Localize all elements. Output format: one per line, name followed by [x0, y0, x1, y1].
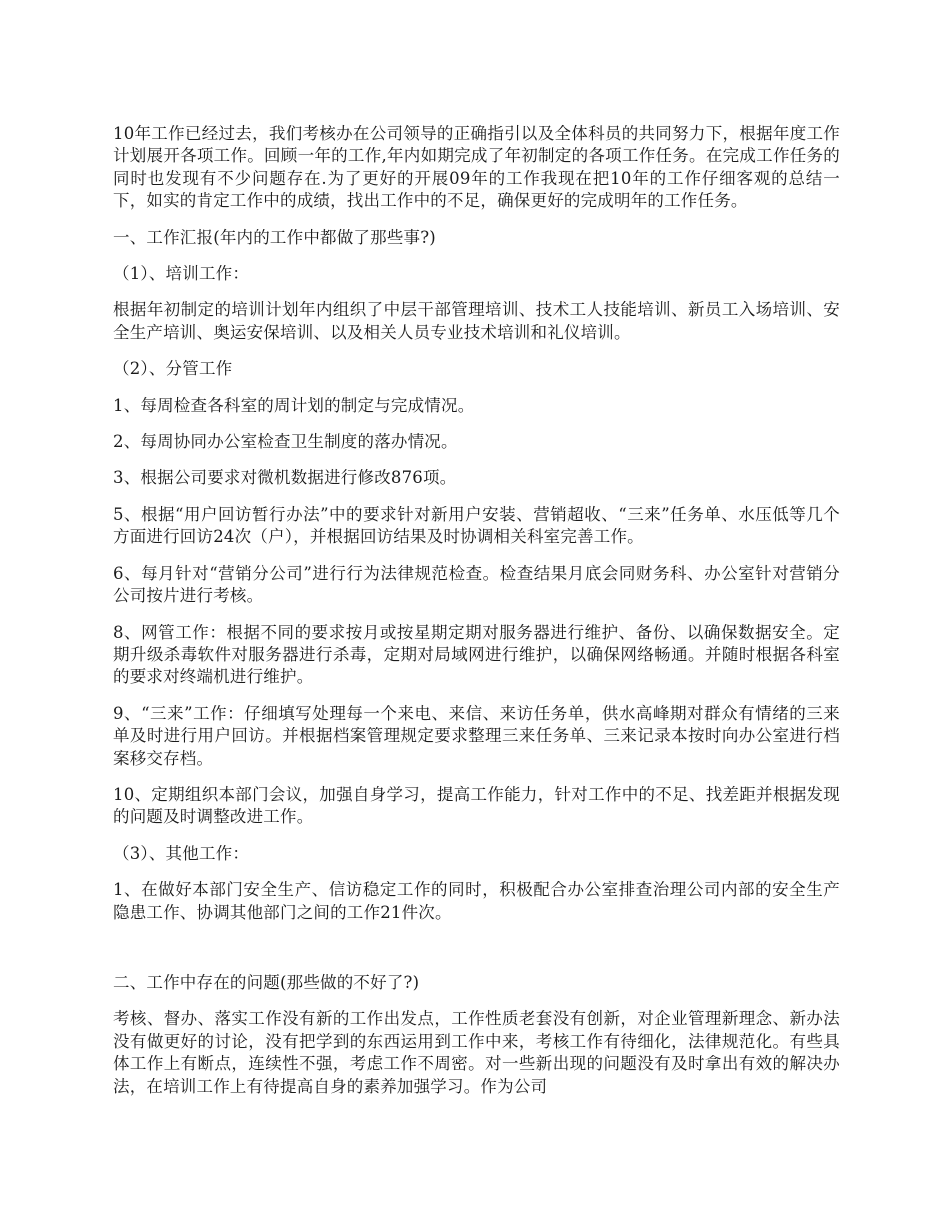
blank-spacer — [113, 938, 840, 972]
intro-paragraph: 10年工作已经过去，我们考核办在公司领导的正确指引以及全体科员的共同努力下，根据年度工作计划展开各项工作。回顾一年的工作,年内如期完成了年初制定的各项工作任务。在完成工作任务的同时也发现有不少问题存在.为了更好的开展09年的工作我现在把10年的工作仔细客观的总结一下，如实的肯定工作中的成绩，找出工作中的不足，确保更好的完成明年的工作任务。 — [113, 124, 840, 211]
list-item: 10、定期组织本部门会议，加强自身学习，提高工作能力，针对工作中的不足、找差距并根据发现的问题及时调整改进工作。 — [113, 784, 840, 827]
list-item: 9、“三来”工作：仔细填写处理每一个来电、来信、来访任务单，供水高峰期对群众有情绪的三来单及时进行用户回访。并根据档案管理规定要求整理三来任务单、三来记录本按时向办公室进行档案移交存档。 — [113, 703, 840, 768]
list-item: 2、每周协同办公室检查卫生制度的落办情况。 — [113, 432, 458, 452]
list-item: 1、每周检查各科室的周计划的制定与完成情况。 — [113, 395, 475, 415]
problems-paragraph: 考核、督办、落实工作没有新的工作出发点，工作性质老套没有创新，对企业管理新理念、新办法没有做更好的讨论，没有把学到的东西运用到工作中来，考核工作有待细化，法律规范化。有些具体工作上有断点，连续性不强，考虑工作不周密。对一些新出现的问题没有及时拿出有效的解决办法，在培训工作上有待提高自身的素养加强学习。作为公司 — [113, 1009, 840, 1096]
section-heading-problems: 二、工作中存在的问题(那些做的不好了?) — [113, 972, 420, 992]
subheading-managed-work: （2）、分管工作 — [113, 359, 233, 379]
subheading-other-work: （3）、其他工作： — [113, 843, 250, 863]
list-item: 6、每月针对“营销分公司”进行行为法律规范检查。检查结果月底会同财务科、办公室针对营销分公司按片进行考核。 — [113, 563, 840, 606]
subheading-training: （1）、培训工作： — [113, 264, 250, 284]
document-page — [113, 123, 840, 1112]
list-item: 3、根据公司要求对微机数据进行修改876项。 — [113, 468, 457, 488]
section-heading-work-report: 一、工作汇报(年内的工作中都做了那些事?) — [113, 227, 436, 247]
training-paragraph: 根据年初制定的培训计划年内组织了中层干部管理培训、技术工人技能培训、新员工入场培训、安全生产培训、奥运安保培训、以及相关人员专业技术培训和礼仪培训。 — [113, 300, 840, 342]
list-item: 5、根据“用户回访暂行办法”中的要求针对新用户安装、营销超收、“三来”任务单、水压低等几个方面进行回访24次（户），并根据回访结果及时协调相关科室完善工作。 — [113, 504, 840, 547]
list-item: 8、网管工作：根据不同的要求按月或按星期定期对服务器进行维护、备份、以确保数据安全。定期升级杀毒软件对服务器进行杀毒，定期对局域网进行维护，以确保网络畅通。并随时根据各科室的要求对终端机进行维护。 — [113, 622, 840, 687]
list-item: 1、在做好本部门安全生产、信访稳定工作的同时，积极配合办公室排查治理公司内部的安全生产隐患工作、协调其他部门之间的工作21件次。 — [113, 880, 840, 922]
